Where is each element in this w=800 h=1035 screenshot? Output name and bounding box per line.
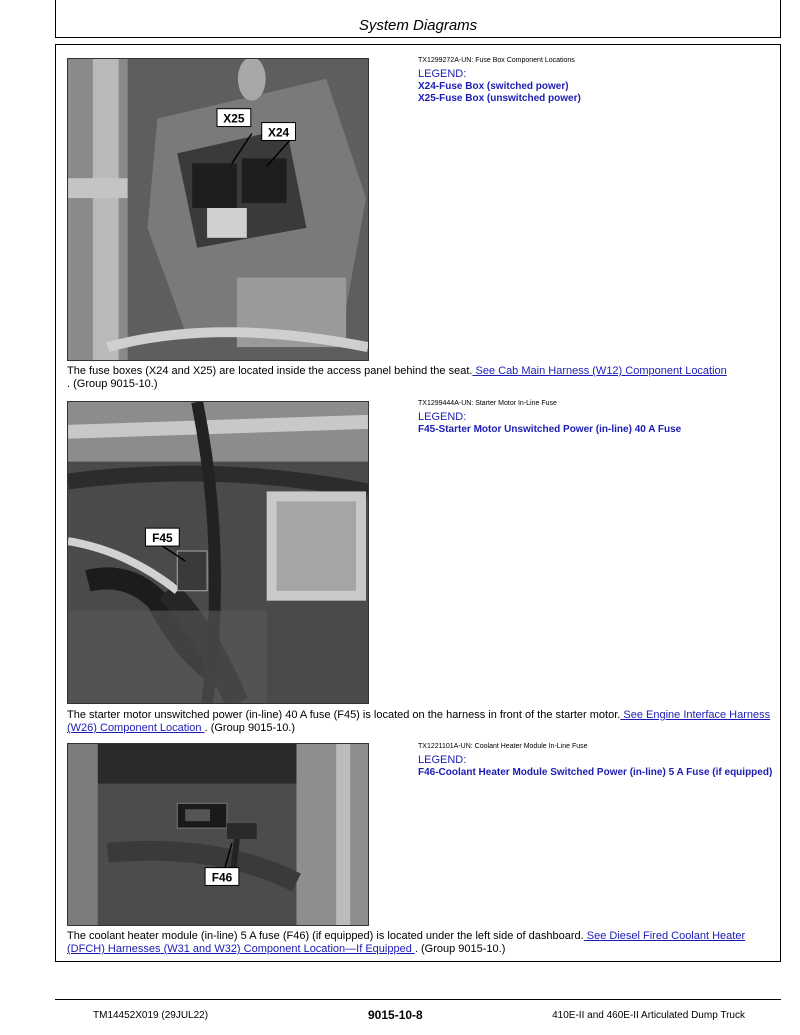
caption-suffix: . (Group 9015-10.) xyxy=(414,943,506,955)
header-frame xyxy=(55,0,781,38)
engine-interface-harness-link[interactable]: See Engine Interface Harness (W26) Component Location xyxy=(67,709,771,734)
callout-x24: X24 xyxy=(268,125,290,140)
legend-title: LEGEND: xyxy=(418,754,467,766)
content-box xyxy=(55,44,781,962)
coolant-heater-fuse-photo xyxy=(67,743,369,926)
document-id: TM14452X019 (29JUL22) xyxy=(93,1010,209,1021)
section-title: System Diagrams xyxy=(358,17,478,34)
caption-coolant-heater-fuse xyxy=(67,930,775,956)
callout-x25: X25 xyxy=(223,111,245,126)
legend-item-x24: X24-Fuse Box (switched power) xyxy=(418,81,569,92)
fuse-box-photo xyxy=(67,58,369,361)
caption-text: The fuse boxes (X24 and X25) are located inside the access panel behind the seat. xyxy=(67,365,473,377)
model-name: 410E-II and 460E-II Articulated Dump Truck xyxy=(552,1010,745,1021)
callout-f46: F46 xyxy=(211,870,233,885)
callout-f45: F45 xyxy=(152,531,173,546)
legend-item-x25: X25-Fuse Box (unswitched power) xyxy=(418,93,581,104)
figure-id: TX1299444A-UN: Starter Motor In-Line Fuse xyxy=(418,400,557,407)
footer-divider xyxy=(55,999,781,1000)
legend-title: LEGEND: xyxy=(418,68,467,80)
caption-suffix: . (Group 9015-10.) xyxy=(204,722,296,734)
page-number: 9015-10-8 xyxy=(368,1008,423,1022)
legend-item-f45: F45-Starter Motor Unswitched Power (in-line) 40 A Fuse xyxy=(418,424,682,435)
legend-item-f46: F46-Coolant Heater Module Switched Power (in-line) 5 A Fuse (if equipped) xyxy=(418,767,773,778)
caption-text: The starter motor unswitched power (in-line) 40 A fuse (F45) is located on the harness in front of the starter motor. xyxy=(67,709,621,721)
figure-id: TX1221101A-UN: Coolant Heater Module In-Line Fuse xyxy=(418,743,588,750)
figure-id: TX1299272A-UN: Fuse Box Component Locations xyxy=(418,57,575,64)
dfch-harness-link[interactable]: See Diesel Fired Coolant Heater (DFCH) Harnesses (W31 and W32) Component Location—If Equipped xyxy=(67,930,746,955)
caption-starter-fuse xyxy=(67,709,775,735)
caption-suffix: . (Group 9015-10.) xyxy=(67,378,158,390)
legend-title: LEGEND: xyxy=(418,411,467,423)
starter-fuse-photo xyxy=(67,401,369,704)
cab-main-harness-link[interactable]: See Cab Main Harness (W12) Component Location xyxy=(472,365,727,377)
caption-text: The coolant heater module (in-line) 5 A fuse (F46) (if equipped) is located under the left side of dashboard. xyxy=(67,930,584,942)
caption-fuse-box xyxy=(67,365,775,391)
